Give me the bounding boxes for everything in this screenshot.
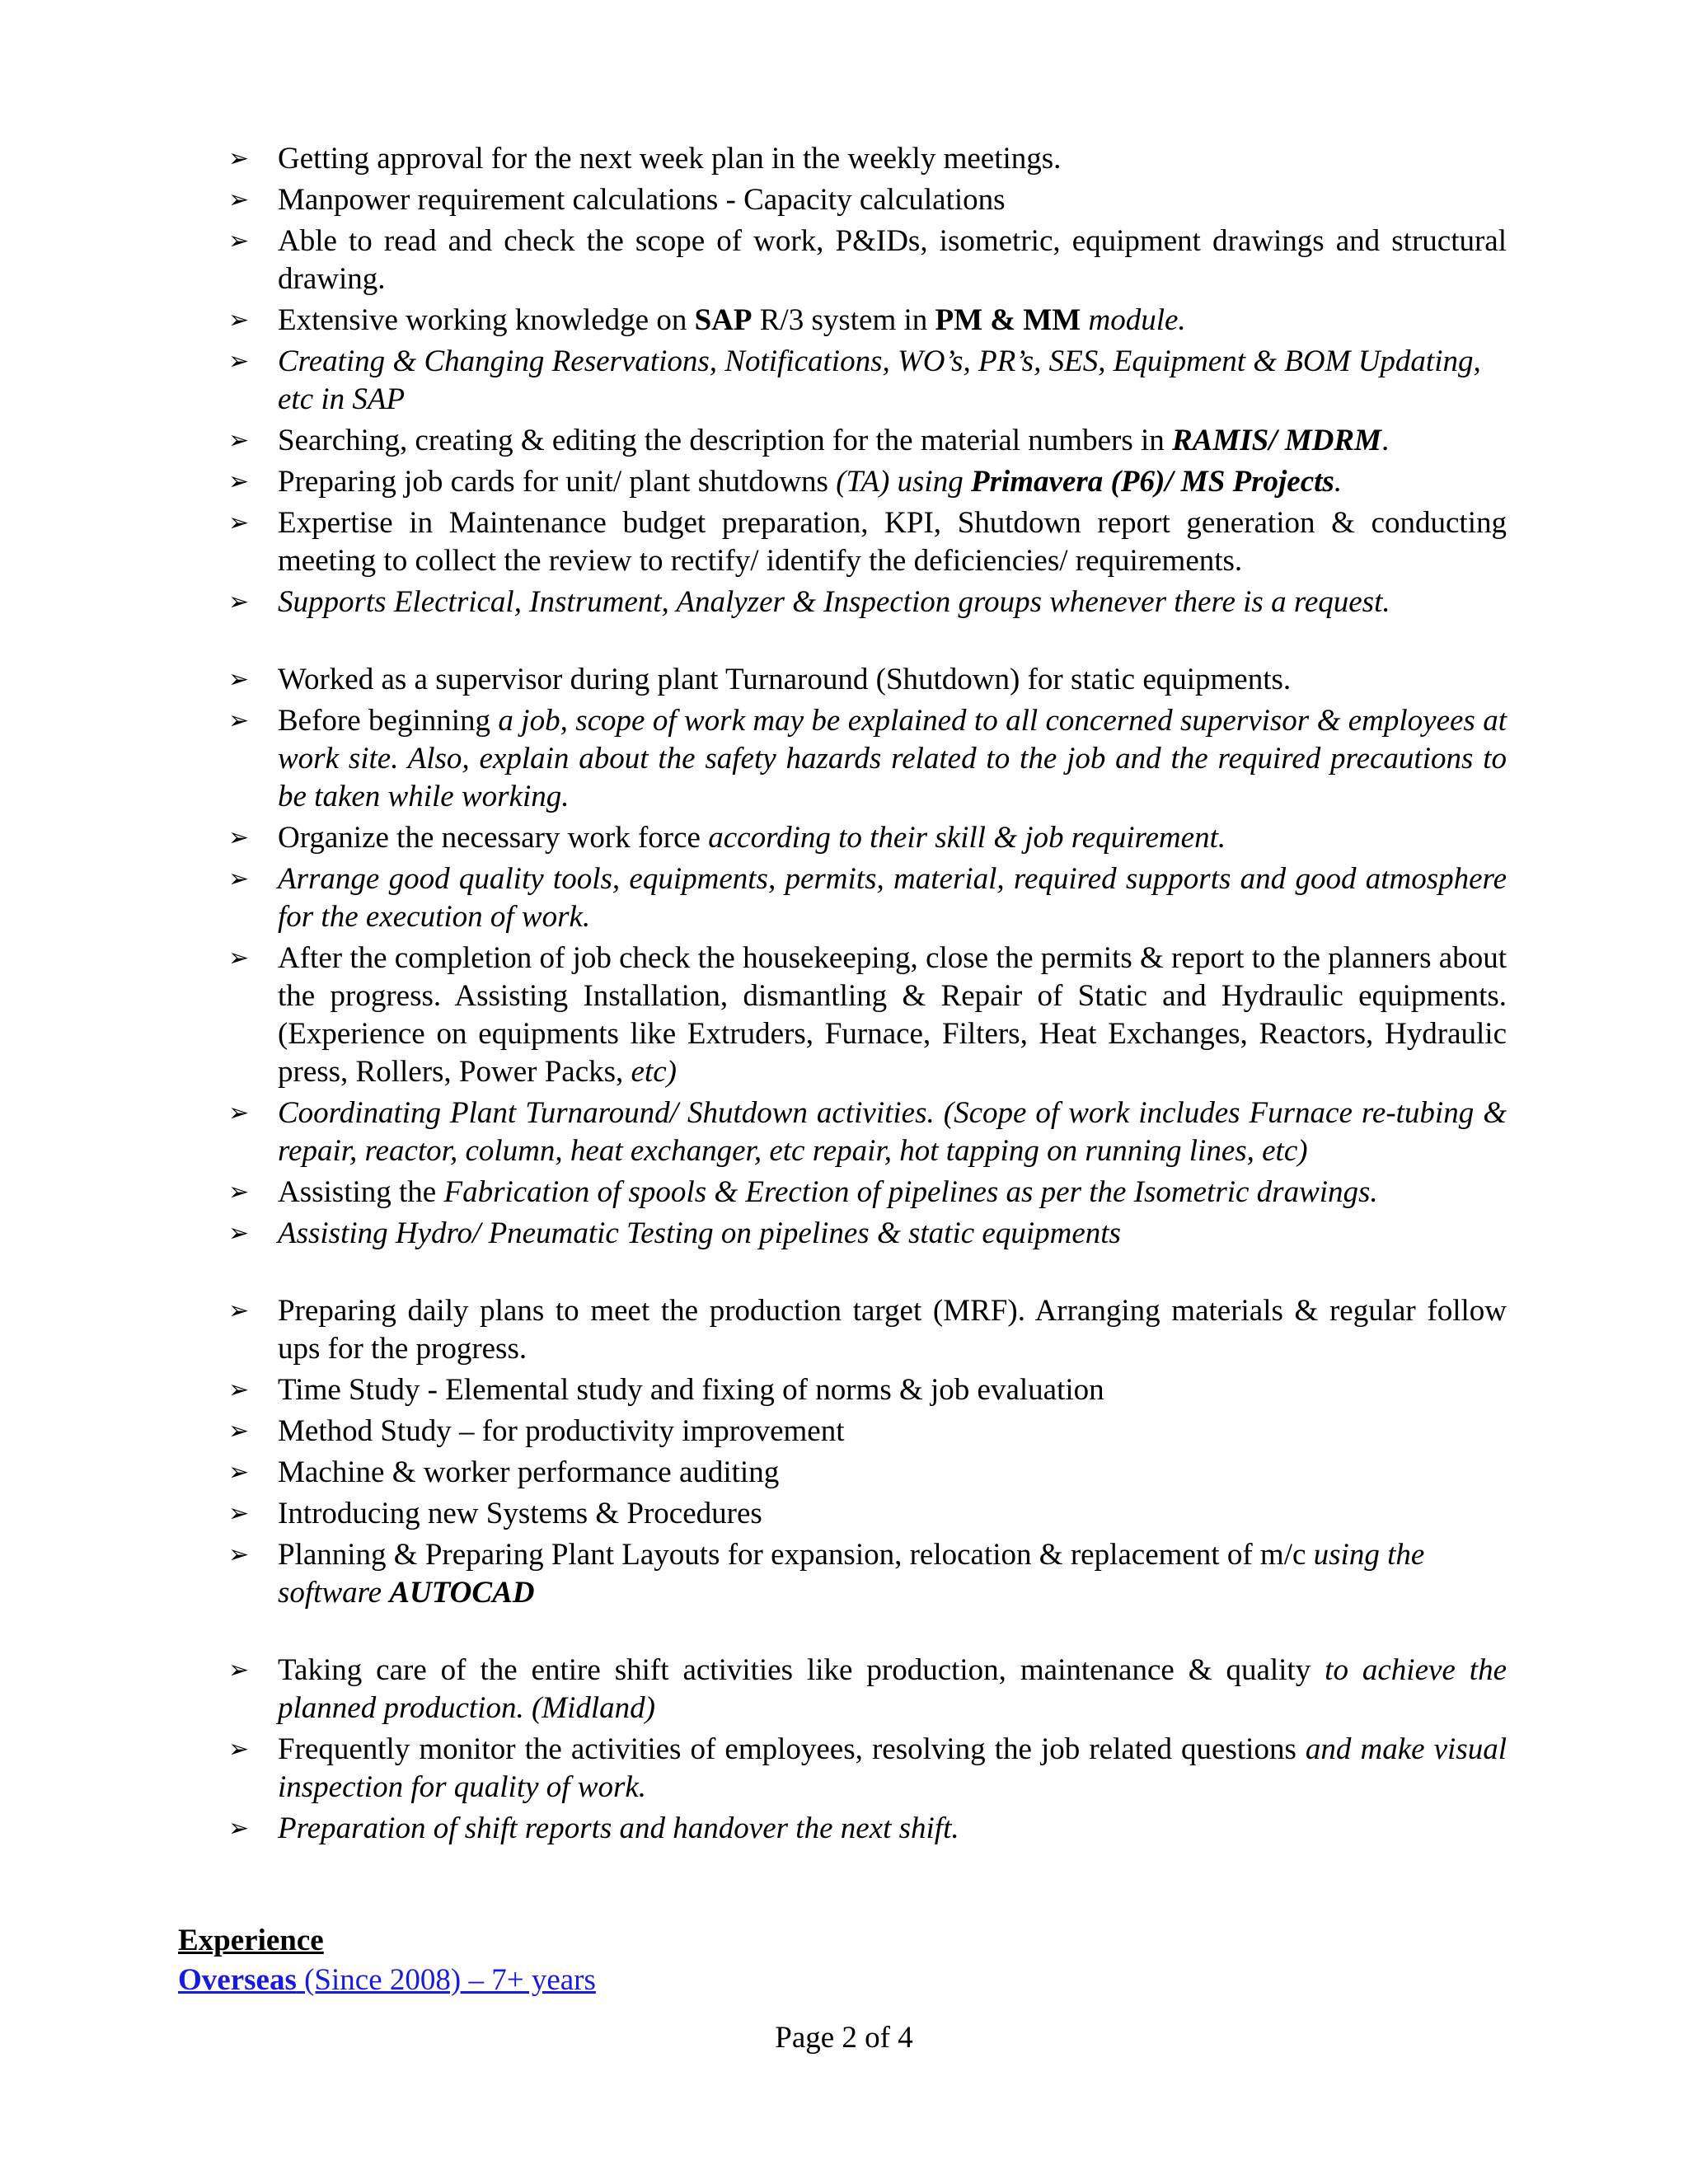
bullet-text: Assisting Hydro/ Pneumatic Testing on pipelines & static equipments <box>278 1216 1121 1250</box>
arrow-bullet-icon: ➢ <box>228 1735 250 1764</box>
bullet-text: module. <box>1081 303 1186 337</box>
arrow-bullet-icon: ➢ <box>228 426 250 455</box>
arrow-bullet-icon: ➢ <box>228 347 250 376</box>
bullet-group <box>0 661 1688 1253</box>
bullet-item <box>228 860 1507 936</box>
arrow-bullet-icon: ➢ <box>228 1099 250 1127</box>
arrow-bullet-icon: ➢ <box>228 588 250 616</box>
bullet-text: . <box>1381 424 1390 457</box>
arrow-bullet-icon: ➢ <box>228 665 250 694</box>
bullet-text: Manpower requirement calculations - Capacity calculations <box>278 183 1006 217</box>
arrow-bullet-icon: ➢ <box>228 1499 250 1528</box>
arrow-bullet-icon: ➢ <box>228 306 250 335</box>
bullet-item <box>228 1413 1507 1451</box>
bullet-item <box>228 1174 1507 1212</box>
arrow-bullet-icon: ➢ <box>228 865 250 893</box>
bullet-item <box>228 1292 1507 1368</box>
bullet-text: Planning & Preparing Plant Layouts for expansion, relocation & replacement of m/c <box>278 1538 1314 1572</box>
bullet-item <box>228 819 1507 857</box>
bullet-text: Supports Electrical, Instrument, Analyzer & Inspection groups whenever there is a request. <box>278 585 1390 619</box>
bullet-item <box>228 1094 1507 1170</box>
bullet-item <box>228 940 1507 1091</box>
bullet-text: according to their skill & job requirement. <box>708 821 1226 855</box>
bullet-text: Coordinating Plant Turnaround/ Shutdown activities. (Scope of work includes Furnace re-tubing & repair, reactor, column, heat exchanger, etc repair, hot tapping on running lines, etc) <box>278 1096 1507 1168</box>
bullet-text: Creating & Changing Reservations, Notifications, WO’s, PR’s, SES, Equipment & BOM Updating, etc in SAP <box>278 344 1481 416</box>
bullet-group <box>0 140 1688 621</box>
bullet-text: Getting approval for the next week plan in the weekly meetings. <box>278 142 1062 176</box>
bullet-text: Searching, creating & editing the description for the material numbers in <box>278 424 1172 457</box>
bullet-item <box>228 661 1507 699</box>
bullet-item <box>228 463 1507 501</box>
bullet-group <box>0 1652 1688 1848</box>
bullet-text: using the software <box>278 1538 1425 1610</box>
bullet-text: Organize the necessary work force <box>278 821 709 855</box>
arrow-bullet-icon: ➢ <box>228 227 250 255</box>
bullet-text: PM & MM <box>935 303 1081 337</box>
bullet-item <box>228 302 1507 340</box>
bullet-item <box>228 1495 1507 1533</box>
bullet-text: RAMIS/ MDRM <box>1172 424 1381 457</box>
arrow-bullet-icon: ➢ <box>228 1656 250 1685</box>
bullet-item <box>228 343 1507 419</box>
bullet-item <box>228 1371 1507 1409</box>
bullet-item <box>228 422 1507 460</box>
bullet-item <box>228 1652 1507 1727</box>
bullet-text: Preparing daily plans to meet the production target (MRF). Arranging materials & regular follow ups for the progress. <box>278 1294 1507 1366</box>
bullet-text: etc) <box>631 1055 677 1089</box>
bullet-text: to achieve the planned production. (Midland) <box>278 1653 1507 1725</box>
bullet-text: Taking care of the entire shift activities like production, maintenance & quality <box>278 1653 1325 1687</box>
overseas-link[interactable] <box>178 1961 596 1999</box>
bullet-text: Method Study – for productivity improvement <box>278 1414 845 1448</box>
bullet-text: Introducing new Systems & Procedures <box>278 1497 762 1530</box>
bullet-text: R/3 system in <box>752 303 935 337</box>
bullet-item <box>228 1536 1507 1612</box>
bullet-item <box>228 583 1507 621</box>
bullet-item <box>228 181 1507 219</box>
bullet-text: After the completion of job check the housekeeping, close the permits & report to the planners about the progress. Assisting Installation, dismantling & Repair of Static and Hydraulic equipments. (Experience on equipments like Extruders, Furnace, Filters, Heat Exchanges, Reactors, Hydraulic press, Rollers, Power Packs, <box>278 941 1507 1089</box>
bullet-item <box>228 1731 1507 1807</box>
arrow-bullet-icon: ➢ <box>228 1219 250 1248</box>
overseas-period: (Since 2008) – 7+ years <box>296 1963 596 1997</box>
arrow-bullet-icon: ➢ <box>228 1458 250 1487</box>
bullet-text: Preparation of shift reports and handover the next shift. <box>278 1811 959 1845</box>
bullet-item <box>228 223 1507 298</box>
arrow-bullet-icon: ➢ <box>228 1417 250 1446</box>
arrow-bullet-icon: ➢ <box>228 944 250 972</box>
bullet-content <box>0 140 1688 1851</box>
bullet-item <box>228 702 1507 816</box>
overseas-label: Overseas <box>178 1963 297 1997</box>
arrow-bullet-icon: ➢ <box>228 1814 250 1843</box>
bullet-text: (TA) using <box>836 465 971 499</box>
arrow-bullet-icon: ➢ <box>228 706 250 735</box>
bullet-text: Assisting the <box>278 1175 444 1209</box>
arrow-bullet-icon: ➢ <box>228 823 250 852</box>
arrow-bullet-icon: ➢ <box>228 185 250 214</box>
page-number: Page 2 of 4 <box>775 2021 913 2055</box>
bullet-text: Fabrication of spools & Erection of pipelines as per the Isometric drawings. <box>443 1175 1378 1209</box>
bullet-text: Arrange good quality tools, equipments, permits, material, required supports and good atmosphere for the execution of work. <box>278 862 1507 934</box>
bullet-text: Machine & worker performance auditing <box>278 1455 780 1489</box>
bullet-text: . <box>1334 465 1343 499</box>
arrow-bullet-icon: ➢ <box>228 1540 250 1569</box>
bullet-group <box>0 1292 1688 1612</box>
bullet-text: Expertise in Maintenance budget preparation, KPI, Shutdown report generation & conducting meeting to collect the review to rectify/ identify the deficiencies/ requirements. <box>278 506 1507 578</box>
bullet-text: Time Study - Elemental study and fixing of norms & job evaluation <box>278 1373 1104 1407</box>
bullet-text: Worked as a supervisor during plant Turnaround (Shutdown) for static equipments. <box>278 663 1292 696</box>
arrow-bullet-icon: ➢ <box>228 509 250 537</box>
bullet-text: Primavera (P6)/ MS Projects <box>970 465 1334 499</box>
bullet-text: SAP <box>694 303 753 337</box>
arrow-bullet-icon: ➢ <box>228 1376 250 1404</box>
bullet-text: Before beginning <box>278 704 499 738</box>
bullet-item <box>228 1215 1507 1253</box>
bullet-text: a job, scope of work may be explained to all concerned supervisor & employees at work site. Also, explain about the safety hazards related to the job and the required precautions to be taken while working. <box>278 704 1507 813</box>
arrow-bullet-icon: ➢ <box>228 144 250 173</box>
bullet-text: Extensive working knowledge on <box>278 303 695 337</box>
bullet-text: and make visual inspection for quality of work. <box>278 1732 1507 1804</box>
bullet-text: Preparing job cards for unit/ plant shutdowns <box>278 465 837 499</box>
bullet-item <box>228 140 1507 178</box>
experience-heading: Experience <box>178 1924 324 1957</box>
bullet-text: Able to read and check the scope of work, P&IDs, isometric, equipment drawings and structural drawing. <box>278 224 1507 296</box>
arrow-bullet-icon: ➢ <box>228 1296 250 1325</box>
bullet-item <box>228 504 1507 580</box>
bullet-text: AUTOCAD <box>389 1576 535 1610</box>
arrow-bullet-icon: ➢ <box>228 467 250 496</box>
bullet-text: Frequently monitor the activities of employees, resolving the job related questions <box>278 1732 1306 1766</box>
bullet-item <box>228 1454 1507 1492</box>
bullet-item <box>228 1810 1507 1848</box>
arrow-bullet-icon: ➢ <box>228 1178 250 1207</box>
